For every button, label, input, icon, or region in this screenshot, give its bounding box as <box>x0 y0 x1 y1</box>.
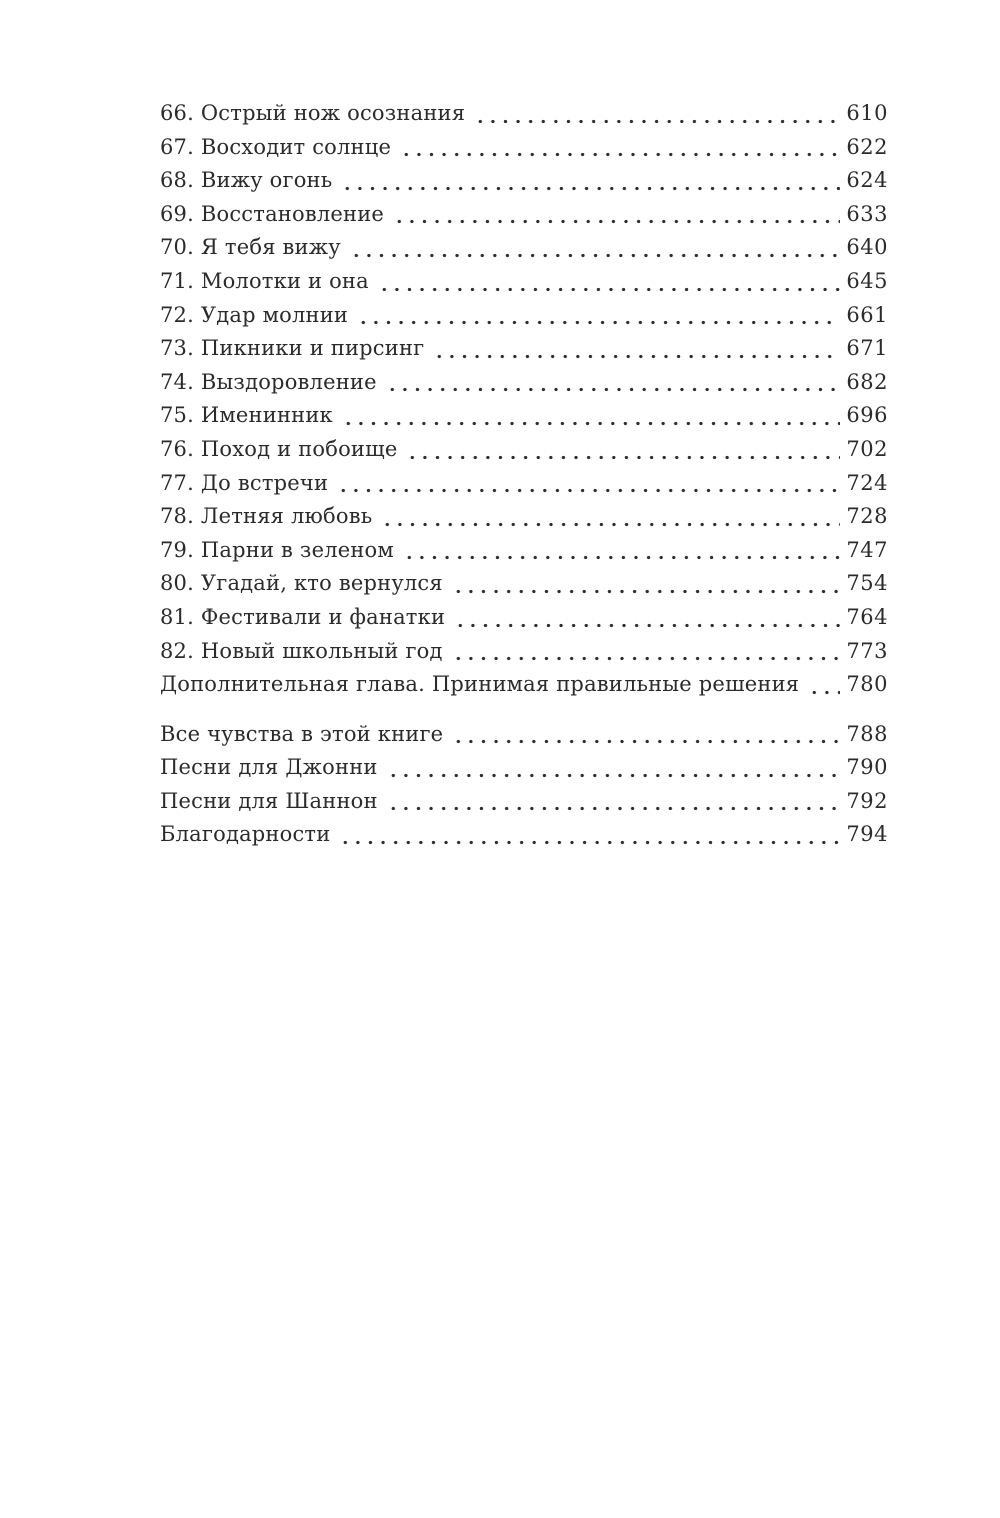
toc-entry <box>160 567 888 601</box>
toc-entry <box>160 97 888 131</box>
toc-entry-label: 77. До встречи <box>160 470 329 495</box>
toc-entry-page-number: 633 <box>846 201 888 226</box>
toc-entry <box>160 131 888 165</box>
toc-entry-page-number: 640 <box>846 235 888 260</box>
toc-entry-label: 80. Угадай, кто вернулся <box>160 571 443 596</box>
toc-entry-page-number: 696 <box>846 403 888 428</box>
dot-leader <box>357 320 840 325</box>
toc-entry <box>160 500 888 534</box>
toc-entry-label: 68. Вижу огонь <box>160 168 333 193</box>
toc-chapter-list <box>160 97 888 702</box>
toc-entry <box>160 198 888 232</box>
toc-entry-page-number: 790 <box>846 755 888 780</box>
toc-entry-label: Песни для Джонни <box>160 755 378 780</box>
toc-entry-page-number: 754 <box>846 571 888 596</box>
dot-leader <box>808 690 840 695</box>
toc-entry <box>160 231 888 265</box>
toc-entry-label: 72. Удар молнии <box>160 302 349 327</box>
toc-entry-page-number: 724 <box>846 470 888 495</box>
dot-leader <box>350 253 841 258</box>
toc-entry <box>160 601 888 635</box>
section-gap <box>160 702 888 718</box>
dot-leader <box>337 488 840 493</box>
toc-entry <box>160 467 888 501</box>
toc-entry <box>160 366 888 400</box>
toc-entry-page-number: 780 <box>846 672 888 697</box>
dot-leader <box>387 806 841 811</box>
toc-entry-label: Все чувства в этой книге <box>160 721 444 746</box>
toc-entry-label: 71. Молотки и она <box>160 268 369 293</box>
toc-entry-page-number: 624 <box>846 168 888 193</box>
toc-backmatter-list <box>160 718 888 852</box>
toc-entry-page-number: 728 <box>846 504 888 529</box>
toc-entry-page-number: 794 <box>846 822 888 847</box>
toc-entry-page-number: 682 <box>846 369 888 394</box>
toc-entry-page-number: 622 <box>846 134 888 159</box>
toc-entry <box>160 534 888 568</box>
dot-leader <box>452 739 840 744</box>
dot-leader <box>400 152 840 157</box>
toc-entry <box>160 718 888 752</box>
toc-entry-page-number: 747 <box>846 537 888 562</box>
dot-leader <box>474 119 840 124</box>
toc-entry-page-number: 792 <box>846 788 888 813</box>
dot-leader <box>393 219 840 224</box>
toc-entry <box>160 332 888 366</box>
toc-entry-page-number: 773 <box>846 638 888 663</box>
toc-entry <box>160 433 888 467</box>
toc-entry-label: Песни для Шаннон <box>160 788 378 813</box>
toc-entry <box>160 399 888 433</box>
toc-entry <box>160 299 888 333</box>
toc-entry-page-number: 645 <box>846 268 888 293</box>
dot-leader <box>452 656 841 661</box>
toc-entry <box>160 164 888 198</box>
toc-entry-label: 69. Восстановление <box>160 201 385 226</box>
toc-entry-page-number: 702 <box>846 436 888 461</box>
table-of-contents <box>160 97 888 852</box>
toc-entry-label: 74. Выздоровление <box>160 369 377 394</box>
dot-leader <box>341 186 840 191</box>
toc-entry-label: 75. Именинник <box>160 403 333 428</box>
toc-entry-page-number: 610 <box>846 101 888 125</box>
toc-entry <box>160 818 888 852</box>
toc-entry-label: 81. Фестивали и фанатки <box>160 604 446 629</box>
toc-entry <box>160 751 888 785</box>
dot-leader <box>381 522 840 527</box>
dot-leader <box>452 589 841 594</box>
toc-entry-page-number: 788 <box>846 721 888 746</box>
dot-leader <box>342 421 841 426</box>
dot-leader <box>378 287 841 292</box>
dot-leader <box>454 623 840 628</box>
dot-leader <box>339 840 840 845</box>
toc-entry <box>160 668 888 702</box>
toc-entry <box>160 785 888 819</box>
toc-entry-page-number: 661 <box>846 302 888 327</box>
dot-leader <box>387 773 841 778</box>
toc-entry-label: 76. Поход и побоище <box>160 436 398 461</box>
toc-entry <box>160 265 888 299</box>
toc-entry-label: 82. Новый школьный год <box>160 638 443 663</box>
toc-entry-label: 73. Пикники и пирсинг <box>160 336 425 361</box>
dot-leader <box>433 354 840 359</box>
toc-entry-label: 78. Летняя любовь <box>160 504 373 529</box>
toc-entry-label: 79. Парни в зеленом <box>160 537 394 562</box>
toc-entry-page-number: 671 <box>846 336 888 361</box>
toc-entry-page-number: 764 <box>846 604 888 629</box>
toc-entry-label: Благодарности <box>160 822 331 847</box>
toc-entry-label: 70. Я тебя вижу <box>160 235 341 260</box>
dot-leader <box>403 555 840 560</box>
toc-entry-label: 66. Острый нож осознания <box>160 101 466 125</box>
dot-leader <box>386 387 841 392</box>
toc-entry-label: Дополнительная глава. Принимая правильные решения <box>160 672 800 697</box>
toc-entry <box>160 635 888 669</box>
toc-entry-label: 67. Восходит солнце <box>160 134 392 159</box>
dot-leader <box>406 455 840 460</box>
